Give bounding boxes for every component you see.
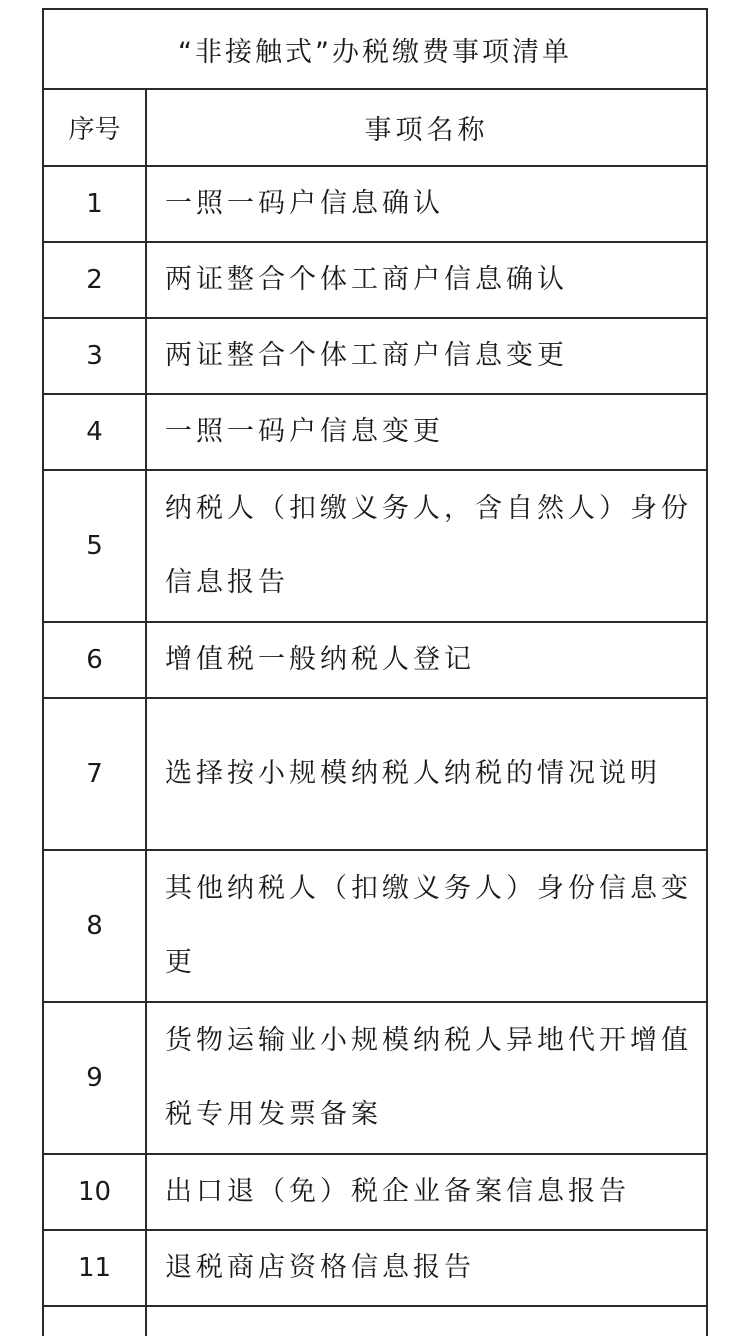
table-row <box>44 698 706 850</box>
table-row <box>44 242 706 318</box>
row-item-name: 退税商店资格信息报告 <box>146 1230 706 1306</box>
row-index: 3 <box>44 318 146 394</box>
row-index: 9 <box>44 1002 146 1154</box>
table-row <box>44 394 706 470</box>
row-index-empty <box>44 1306 146 1336</box>
row-index: 7 <box>44 698 146 850</box>
row-item-name: 其他纳税人（扣缴义务人）身份信息变更 <box>146 850 706 1002</box>
table-row <box>44 318 706 394</box>
table-row <box>44 622 706 698</box>
row-item-name: 出口退（免）税企业备案信息报告 <box>146 1154 706 1230</box>
table-row <box>44 166 706 242</box>
row-item-name: 纳税人（扣缴义务人，含自然人）身份信息报告 <box>146 470 706 622</box>
table-row <box>44 850 706 1002</box>
row-item-name: 两证整合个体工商户信息确认 <box>146 242 706 318</box>
row-index: 6 <box>44 622 146 698</box>
row-item-name-empty <box>146 1306 706 1336</box>
table-row-partial <box>44 1306 706 1336</box>
row-index: 11 <box>44 1230 146 1306</box>
row-index: 10 <box>44 1154 146 1230</box>
index-column-header: 序号 <box>44 90 146 166</box>
row-item-name: 选择按小规模纳税人纳税的情况说明 <box>146 698 706 850</box>
row-index: 8 <box>44 850 146 1002</box>
row-item-name: 两证整合个体工商户信息变更 <box>146 318 706 394</box>
header-row <box>44 90 706 166</box>
row-item-name: 货物运输业小规模纳税人异地代开增值税专用发票备案 <box>146 1002 706 1154</box>
table-row <box>44 470 706 622</box>
row-item-name: 增值税一般纳税人登记 <box>146 622 706 698</box>
row-index: 4 <box>44 394 146 470</box>
table-title: “非接触式”办税缴费事项清单 <box>44 10 706 90</box>
table-row <box>44 1002 706 1154</box>
row-item-name: 一照一码户信息确认 <box>146 166 706 242</box>
tax-items-table <box>42 8 708 1336</box>
table-row <box>44 1154 706 1230</box>
table-row <box>44 1230 706 1306</box>
row-item-name: 一照一码户信息变更 <box>146 394 706 470</box>
row-index: 2 <box>44 242 146 318</box>
name-column-header: 事项名称 <box>146 90 706 166</box>
items-grid <box>44 90 706 1336</box>
row-index: 5 <box>44 470 146 622</box>
row-index: 1 <box>44 166 146 242</box>
